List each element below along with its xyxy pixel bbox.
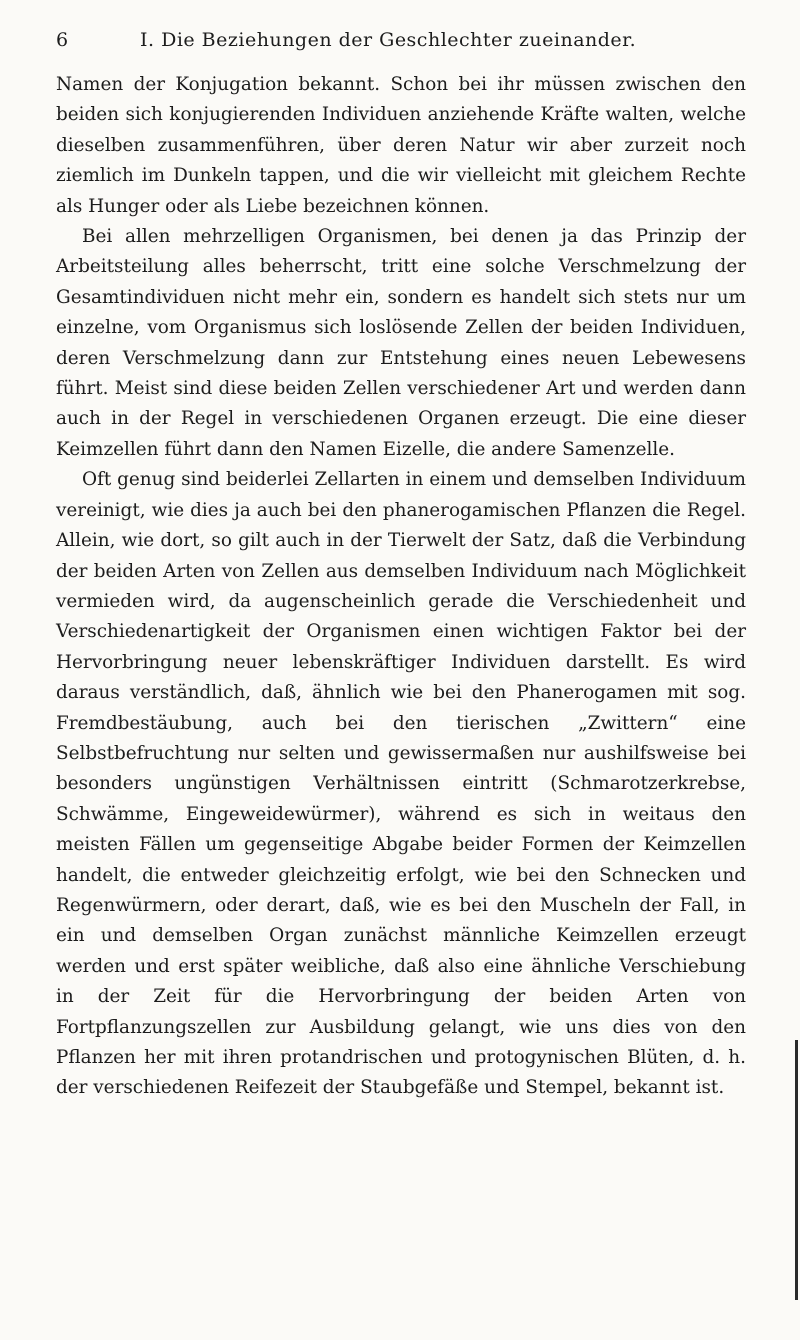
page-number: 6	[56, 29, 69, 51]
paragraph: Oft genug sind beiderlei Zellarten in einem und demselben Individuum vereinigt, wie dies ja auch bei den phanerogamischen Pflanzen die Regel. Allein, wie dort, so gilt auch in der Tierwelt der Satz, daß die Verbindung der beiden Arten von Zellen aus demselben Individuum nach Möglichkeit vermieden wird, da augenscheinlich gerade die Verschiedenheit und Verschiedenartigkeit der Organismen einen wichtigen Faktor bei der Hervorbringung neuer lebenskräftiger Individuen darstellt. Es wird daraus verständlich, daß, ähnlich wie bei den Phanerogamen mit sog. Fremdbestäubung, auch bei den tierischen „Zwittern“ eine Selbstbefruchtung nur selten und gewissermaßen nur aushilfsweise bei besonders ungünstigen Verhältnissen eintritt (Schmarotzerkrebse, Schwämme, Eingeweidewürmer), während es sich in weitaus den meisten Fällen um gegenseitige Abgabe beider Formen der Keimzellen handelt, die entweder gleichzeitig erfolgt, wie bei den Schnecken und Regenwürmern, oder derart, daß, wie es bei den Muscheln der Fall, in ein und demselben Organ zunächst männliche Keimzellen erzeugt werden und erst später weibliche, daß also eine ähnliche Verschiebung in der Zeit für die Hervorbringung der beiden Arten von Fortpflanzungszellen zur Ausbildung gelangt, wie uns dies von den Pflanzen her mit ihren protandrischen und protogynischen Blüten, d. h. der verschiedenen Reifezeit der Staubgefäße und Stempel, bekannt ist.	[56, 469, 746, 1099]
running-header	[56, 26, 744, 54]
chapter-title: I. Die Beziehungen der Geschlechter zueinander.	[140, 29, 637, 51]
page-edge-shadow	[795, 1040, 798, 1300]
body-text	[56, 70, 746, 1104]
paragraph: Namen der Konjugation bekannt. Schon bei ihr müssen zwischen den beiden sich konjugierenden Individuen anziehende Kräfte walten, welche dieselben zusammenführen, über deren Natur wir aber zurzeit noch ziemlich im Dunkeln tappen, und die wir vielleicht mit gleichem Rechte als Hunger oder als Liebe bezeichnen können.	[56, 74, 746, 217]
paragraph: Bei allen mehrzelligen Organismen, bei denen ja das Prinzip der Arbeitsteilung alles beherrscht, tritt eine solche Verschmelzung der Gesamtindividuen nicht mehr ein, sondern es handelt sich stets nur um einzelne, vom Organismus sich loslösende Zellen der beiden Individuen, deren Verschmelzung dann zur Entstehung eines neuen Lebewesens führt. Meist sind diese beiden Zellen verschiedener Art und werden dann auch in der Regel in verschiedenen Organen erzeugt. Die eine dieser Keimzellen führt dann den Namen Eizelle, die andere Samenzelle.	[56, 226, 746, 460]
